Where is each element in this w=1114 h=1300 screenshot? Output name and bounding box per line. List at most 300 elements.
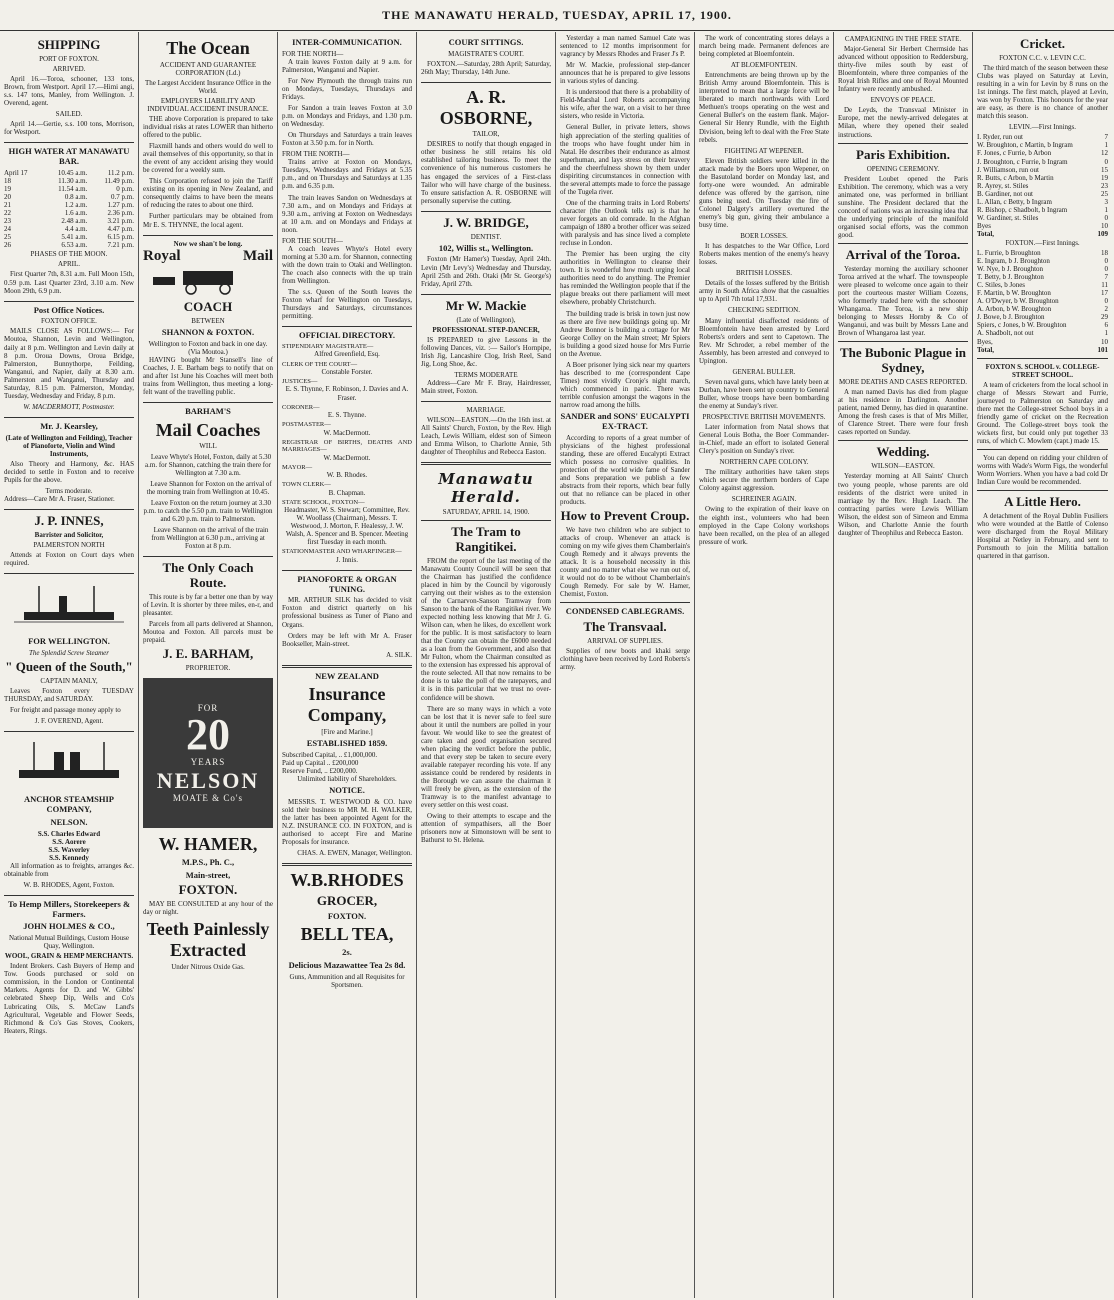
table-cell: 18 [1101, 249, 1108, 258]
nz-t3: [Fire and Marine.] [321, 727, 373, 736]
cape-title: NORTHERN CAPE COLONY. [719, 458, 809, 467]
table-cell: R. Bishop, c Shadbolt, b Ingram [977, 205, 1068, 214]
court-section [421, 38, 551, 76]
war-p1: The work of concentrating stores delays a march being made. Permanent defences are being completed at Bloemfontein. [699, 34, 829, 59]
fight-title: FIGHTING AT WEPENER. [724, 146, 804, 155]
wellington-captain: CAPTAIN MANLY, [40, 676, 98, 685]
table-row [977, 265, 1108, 273]
anchor-ship-1: S.S. Aorere [52, 837, 86, 846]
shipping-section [4, 38, 134, 136]
inter-p4: On Thursdays and Saturdays a train leaves Foxton at 3.50 p.m. for in North. [282, 131, 412, 148]
nelson-tag: MOATE & Co's [172, 792, 244, 803]
barham-p1: Leave Whyte's Hotel, Foxton, daily at 5.30 a.m. for Shannon, catching the train there for Wellington at 7.30 a.m. [145, 452, 272, 477]
directory-office: CORONER— [282, 403, 320, 411]
holmes-wool: WOOL, GRAIN & HEMP MERCHANTS. [4, 952, 134, 961]
table-row [977, 281, 1108, 289]
table-row [4, 241, 134, 249]
table-cell: 19 [1101, 173, 1108, 182]
piano-p1: MR. ARTHUR SILK has decided to visit Foxton and district quarterly on his professional business as Tuner of Piano and Organs. [282, 596, 412, 629]
table-cell: 0 [1104, 257, 1108, 266]
sailed-label: SAILED. [55, 110, 83, 119]
table-cell: 6.15 p.m. [107, 233, 134, 242]
divider [421, 520, 551, 521]
table-row [977, 297, 1108, 305]
anchor-section [4, 736, 134, 889]
schreiner-title: SCHREINER AGAIN. [731, 495, 797, 504]
sander-text: According to reports of a great number of physicians of the highest professional standing, these are offered Eucalypti Extract which possess no corrosive qualities. In protection of the world wide fame of Sander and Sons preparation we publish a few abstracts from their reports, which bear fully out that no reliance can be placed in other products. [560, 433, 690, 506]
table-row [977, 273, 1108, 281]
fight-text: Eleven British soldiers were killed in the attack made by the Boers upon Wepener, on the Basutoland border on Monday last, and forty-one were wounded. An admirable defence was offered by the garrison, nine guns being used. On Tuesday the fire of Colonel Dalgety's artillery overtured the enemy's big gun, giving their ambulance a busy time. [699, 156, 829, 230]
piano-section [282, 575, 412, 659]
tides-section [4, 147, 134, 294]
shipping-title: SHIPPING [37, 37, 101, 52]
divider [4, 142, 134, 143]
column-1 [0, 32, 139, 1298]
directory-office: STATE SCHOOL, FOXTON— [282, 498, 365, 506]
table-cell: 23 [4, 217, 11, 226]
directory-holder: W. MacDermott. [323, 428, 371, 437]
table-cell: 29 [1101, 313, 1108, 322]
divider [4, 895, 134, 896]
wedding-title: Wedding. [876, 444, 930, 460]
sailed-text: April 14.—Gertie, s.s. 100 tons, Morrison, for Westport. [4, 120, 134, 137]
divider [143, 235, 273, 236]
news-p5: One of the charming traits in Lord Roberts' character (the Outlook tells us) is that he never forgets an old comrade. In the Afghan campaign of 1880 a brother officer was seized with paralysis and has since lived a complete recluse in London. [560, 198, 690, 248]
envoy-text: De Leyds, the Transvaal Minister in Europe, met the newly-arrived delegates at Milan, where they opened their sealed instructions. [838, 106, 968, 139]
divider [838, 440, 968, 441]
divider [421, 401, 551, 402]
table-row [4, 225, 134, 233]
marriage-text: WILSON—EASTON.—On the 16th inst. at All Saints' Church, Foxton, by the Rev. High Leach, Lewis William, eldest son of Simeon and Emma Wilson, to Charlotte Annie, 5th daughter of Theophilus and Rebecca Easton. [421, 416, 551, 457]
rhodes-tea: BELL TEA, [300, 924, 394, 945]
divider [421, 82, 551, 83]
table-row [977, 329, 1108, 337]
table-cell: 4.47 p.m. [107, 225, 134, 234]
table-cell: E. Ingram, b J. Broughton [977, 257, 1050, 266]
toroa-title: Arrival of the Toroa. [845, 246, 961, 262]
coach-illustration [143, 265, 273, 295]
camp-title: CAMPAIGNING IN THE FREE STATE. [844, 35, 962, 43]
table-row [977, 141, 1108, 149]
steamship-illustration [4, 740, 134, 786]
british-text: Details of the losses suffered by the British army in South Africa show that the casualties up to April 7th total 17,931. [699, 279, 829, 304]
divider [143, 556, 273, 557]
table-row [4, 193, 134, 201]
kearsley-addr: Address—Care Mr A. Fraser, Stationer. [4, 494, 115, 503]
anchor-place: NELSON. [50, 816, 88, 827]
nz-t2: Insurance Company, [307, 684, 387, 726]
directory-holder: E. S. Thynne, F. Robinson, J. Davies and A. Fraser. [285, 385, 409, 402]
proprietor-name: J. E. BARHAM, [162, 646, 254, 662]
table-cell: 11.2 p.m. [107, 168, 134, 177]
paris-sub: OPENING CEREMONY. [866, 164, 940, 173]
wellington-ship: " Queen of the South," [5, 659, 133, 674]
hamer-town: FOXTON. [178, 882, 238, 898]
column-3 [278, 32, 417, 1298]
anchor-ship-2: S.S. Waverley [48, 845, 90, 854]
tram-p2: There are so many ways in which a vote can be lost that it is never safe to feel sure about it until the numbers are polled in your favour. We would like to see the greatest of care taken and good organisation secured when placing the verdict before the public, and that every step be taken to secure every available ratepayer recording his vote. If any assistance could be rendered by residents in the Borough we can assure the chairman it will freely be given, as the extension of the Tramway is to the manifest advantage to every settler on this west coast. [421, 704, 551, 810]
divider [977, 449, 1108, 450]
table-cell: 2.36 p.m. [107, 209, 134, 218]
table-cell: 109 [1097, 229, 1108, 238]
nz-notice: NOTICE. [329, 784, 365, 795]
osborne-role: TAILOR, [472, 130, 500, 139]
table-row [977, 149, 1108, 157]
hamer-under: Under Nitrous Oxide Gas. [171, 962, 245, 971]
table-cell: Byes [977, 221, 991, 230]
school-title: FOXTON S. SCHOOL v. COLLEGE-STREET SCHOOL. [985, 362, 1100, 379]
official-title: OFFICIAL DIRECTORY. [298, 330, 396, 341]
ocean-emp: EMPLOYERS LIABILITY AND INDIVIDUAL ACCIDENT INSURANCE. [147, 96, 269, 113]
table-cell: A. Shadbolt, not out [977, 329, 1034, 338]
news-p7: The building trade is brisk in town just now as there are five new buildings going up. Mr Andrew Bonnor is building a cottage for Mr George Colley on the Main street; Mr Spiers is building a good sized house for Mrs Furrie on the Avenue. [560, 309, 690, 358]
divider [282, 665, 412, 668]
barham-will: WILL [199, 442, 217, 451]
table-cell: 24 [4, 225, 11, 234]
table-cell: Byes, [977, 337, 993, 346]
holmes-name: JOHN HOLMES & CO., [23, 921, 115, 932]
inter-p8: The s.s. Queen of the South leaves the Foxton wharf for Wellington on Tuesdays, Thursdays and Saturdays, circumstances permitting. [282, 288, 412, 321]
table-row [4, 185, 134, 193]
losses-text: It has despatches to the War Office, Lord Roberts makes mention of the enemy's heavy losses. [699, 242, 829, 267]
rhodes-guns: Guns, Ammunition and all Requisites for Sportsmen. [289, 972, 405, 989]
cape-text: The military authorities have taken steps which secure the northern borders of Cape Colony against aggression. [699, 468, 829, 493]
arrived-text: April 16.—Toroa, schooner, 133 tons, Brown, from Westport. April 17.—Himi angi, s.s. 147 tons, Manley, from Wellington. J. Overend, agent. [4, 75, 134, 108]
innes-section [4, 514, 134, 567]
table-cell: 11.54 a.m. [58, 184, 88, 193]
innes-sub: Barrister and Solicitor, [34, 530, 104, 539]
croup-title: How to Prevent Croup. [560, 508, 690, 524]
hamer-deg: M.P.S., Ph. C., [181, 856, 235, 867]
wellington-agent: J. F. OVEREND, Agent. [34, 717, 104, 726]
table-row [4, 177, 134, 185]
divider [4, 301, 134, 302]
table-cell: I. Ryder, run out [977, 133, 1023, 142]
barham-title: BARHAM'S [185, 406, 231, 416]
wellington-freight: For freight and passage money apply to [10, 706, 121, 715]
table-cell: 26 [4, 241, 11, 250]
inter-south: FOR THE SOUTH— [282, 236, 343, 245]
only-p1: This route is by far a better one than by way of Levin. It is shorter by three miles, en-r, and pleasanter. [143, 592, 273, 617]
foxton-total-row [977, 346, 1108, 354]
school-text: A team of cricketers from the local school in charge of Messrs Stewart and Furrie, journeyed to Palmerston on Saturday and there met the College-street School boys in a friendly game of cricket on the Recreation Ground. The College-street boys took the wickets first, but could only put together 33 runs, of which C. Mowlem (capt.) made 15. [977, 380, 1108, 446]
bloem-text: Entrenchments are being thrown up by the British Army around Bloemfontein. This is interpreted to mean that a large force will be liberated to march northwards with Lord Methuen's troops operating on the west and General Buller's on the eastern flank. Major-General Sir Henry Rundle, with the Eighth Division, being left to deal with the Free State rebels. [699, 71, 829, 144]
table-cell: Total, [977, 229, 995, 238]
directory-holder: Alfred Greenfield, Esq. [314, 350, 380, 359]
coach-section [143, 240, 273, 396]
bridge-text: Foxton (Mr Hamer's) Tuesday, April 24th. Levin (Mr Levy's) Wednesday and Thursday, April 25th and 26th. Otaki (Mr St. George's) Friday, April 27th. [421, 255, 551, 288]
table-cell: J. Williamson, run out [977, 165, 1040, 174]
column-6 [695, 32, 834, 1298]
table-cell: 10 [1101, 221, 1108, 230]
table-row [977, 174, 1108, 182]
croup-text: We have two children who are subject to attacks of croup. Whenever an attack is coming on my wife gives them Chamberlain's Cough Remedy and it always prevents the attack. It is a household necessity in this county and no matter what else we run out of, it would not do to be without Chamberlain's Cough Remedy. For sale by W. Hamer, Chemist, Foxton. [560, 525, 690, 599]
kearsley-section [4, 422, 134, 503]
table-cell: 3.21 p.m. [107, 217, 134, 226]
column-7 [834, 32, 973, 1298]
cricket-title: Cricket. [1019, 36, 1066, 51]
kearsley-text: Also Theory and Harmony, &c. HAS decided to settle in Foxton and to receive Pupils for the above. [4, 459, 134, 484]
hamer-teeth: Teeth Painlessly Extracted [146, 919, 270, 961]
directory-office: STIPENDIARY MAGISTRATE— [282, 342, 374, 350]
divider [977, 358, 1108, 359]
osborne-text: DESIRES to notify that though engaged in other business he still retains his old established tailoring business. To meet the convenience of his numerous customers he has engaged the services of a First-class Tailor who will have charge of the business. To ensure satisfaction A. R. OSBORNE will personally supervise the cutting. [421, 140, 551, 205]
mackie-role: PROFESSIONAL STEP-DANCER, [432, 325, 540, 334]
anchor-agent: W. B. RHODES, Agent, Foxton. [23, 880, 115, 889]
inter-p3: For Sandon a train leaves Foxton at 3.0 p.m. on Mondays and Fridays, and 1.30 p.m. on Wednesday. [282, 104, 412, 129]
table-cell: 7 [1104, 133, 1108, 142]
moon-sub: APRIL. [58, 260, 80, 269]
toroa-text: Yesterday morning the auxiliary schooner Toroa arrived at the wharf. The townspeople were pleased to welcome once again to their port the courteous master William Cozens, who formerly traded here with the schooner Whangaroa. The Toroa, is a new ship belonging to Messrs Hornby & Co of Wanganui, and was built by Messrs Lane and Brown of Whangaroa last year. [838, 264, 968, 338]
prosp-text: Later information from Natal shows that General Louis Botha, the Boer Commander-in-Chief, made an effort to isolated General Clery's position on Sunday's river. [699, 423, 829, 456]
tides-title: HIGH WATER AT MANAWATU BAR. [8, 146, 130, 167]
table-cell: T. Betty, b J. Broughton [977, 273, 1044, 282]
hamer-st: Main-street, [185, 869, 231, 880]
nelson-for: FOR [197, 702, 219, 713]
inter-p7: A coach leaves Whyte's Hotel every morning at 5.30 a.m. for Shannon, connecting with the down train to Otaki and Wellington. The coach also connects with the up train from Wellington. [282, 244, 412, 285]
ocean-p4: Further particulars may be obtained from Mr E. S. THYNNE, the local agent. [143, 212, 273, 229]
table-row [977, 249, 1108, 257]
column-5 [556, 32, 695, 1298]
coach-p1: HAVING bought Mr Stansell's line of Coaches, J. E. Barham begs to notify that on and after 1st June his Coaches will meet both trains from Wellington, thus meeting a long-felt want of the travelling public. [143, 355, 273, 396]
divider [143, 402, 273, 403]
bridge-name: J. W. BRIDGE, [443, 214, 529, 230]
coach-route: SHANNON & FOXTON. [161, 326, 255, 337]
herald-title: Manawatu Herald. [438, 470, 534, 506]
check-title: CHECKING SEDITION. [728, 306, 800, 315]
barham-section [143, 407, 273, 550]
bridge-role: DENTIST. [470, 232, 502, 241]
table-row [977, 289, 1108, 297]
ocean-p2: Flaxmill hands and others would do well to avail themselves of this opportunity, so that in the event of any accident arising they would be covered for a weekly sum. [143, 142, 273, 175]
ocean-p1: THE above Corporation is prepared to take individual risks at rates LOWER than hitherto offered to the public. [143, 114, 273, 140]
table-cell: J. Bowe, b J. Broughton [977, 313, 1045, 322]
holmes-title: To Hemp Millers, Storekeepers & Farmers. [7, 898, 131, 919]
directory-holder: Headmaster, W. S. Stewart; Committee, Rev. W. Woollass (Chairman), Messrs. T. Westwood, J. Morton, F. Healessy, J. W. Walsh, A. Spencer and B. Spencer. Meeting first Tuesday in each month. [284, 506, 410, 547]
paris-text: President Loubet opened the Paris Exhibition. The ceremony, which was a very animated one, was performed in brilliant sunshine. The President declared that the concord of nations was an increasing idea that the underlying principle of the manifold organised social efforts, was the common good. [838, 174, 968, 239]
table-cell: 0.7 p.m. [111, 193, 134, 202]
table-row [4, 217, 134, 225]
table-cell: 0.8 a.m. [64, 193, 88, 202]
divider [4, 509, 134, 510]
table-cell: 6 [1104, 321, 1108, 330]
wellington-sub: The Splendid Screw Steamer [28, 648, 110, 657]
cricket-sub: FOXTON C.C. v. LEVIN C.C. [999, 53, 1086, 62]
inter-title: INTER-COMMUNICATION. [292, 37, 402, 47]
column-4 [417, 32, 556, 1298]
table-cell: 15 [1101, 165, 1108, 174]
inter-north: FOR THE NORTH— [282, 49, 344, 58]
nelson-ad [143, 678, 273, 828]
osborne-name: A. R. OSBORNE, [439, 86, 533, 128]
bridge-addr: 102, Willis st., Wellington. [438, 242, 534, 253]
foxton-innings-title: FOXTON.—First Innings. [1005, 238, 1080, 247]
divider [838, 341, 968, 342]
prosp-title: PROSPECTIVE BRITISH MOVEMENTS. [702, 413, 826, 422]
inter-section [282, 38, 412, 320]
nz-t1: NEW ZEALAND [315, 670, 379, 681]
ocean-p3: This Corporation refused to join the Tariff existing on its opening in New Zealand, and consequently claims to have been the means of reducing the rates to about one third. [143, 177, 273, 210]
table-row [977, 321, 1108, 329]
table-cell: 21 [4, 201, 11, 210]
innes-text: Attends at Foxton on Court days when required. [4, 551, 134, 568]
mackie-name: Mr W. Mackie [445, 297, 527, 313]
arrival-text: Supplies of new boots and khaki serge clothing have been received by Lord Roberts's army. [560, 647, 690, 672]
table-row [977, 338, 1108, 346]
coach-word: COACH [183, 298, 233, 314]
inter-p5: Trains arrive at Foxton on Mondays, Tuesdays, Wednesdays and Fridays at 5.35 p.m., and on Thursdays and Saturdays at 1.35 p.m. and 6.35 p.m. [282, 158, 412, 191]
wedding-text: Yesterday morning at All Saints' Church two young people, whose parents are old residents of the district were united in marriage by the Rev. Hugh Leach. The contracting parties were Lewis William Wilson, the eldest son of Simeon and Emma Wilson, and Charlotte Annie the fourth daughter of Theophilus and Rebecca Easton. [838, 472, 968, 537]
table-row [977, 214, 1108, 222]
inter-p1: A train leaves Foxton daily at 9 a.m. for Palmerston, Wanganui and Napier. [282, 57, 412, 74]
mackie-text: IS PREPARED to give Lessons in the following Dances, viz. :— Sailor's Hornpipe, Irish Jig, Lancashire Clog, Irish Reel, Sand Jig, Long Shoe, &c. [421, 335, 551, 368]
divider [560, 602, 690, 603]
columns [0, 32, 1114, 1298]
piano-sign: A. SILK. [386, 650, 412, 659]
table-cell: 1 [1104, 205, 1108, 214]
levin-innings-title: LEVIN.—First Innings. [1008, 123, 1077, 132]
column-2 [139, 32, 278, 1298]
nz-unl: Unlimited liability of Shareholders. [297, 774, 397, 783]
shipping-sub: PORT OF FOXTON. [39, 54, 99, 63]
news-p6: The Premier has been urging the city authorities in Wellington to cleanse their town. It is wonderful how much urging local authorities need to do anything. The Premier has reminded the Wellington people that if the plague breaks out there parliament will meet elsewhere, probably Christchurch. [560, 250, 690, 307]
cricket-text: The third match of the season between these Clubs was played on Saturday at Levin, resulting in a win for Levin by 8 runs on the 1st innings. The first match, played at Levin, was won by Foxton. This honours for the year are easy, as there is no chance of another match this season. [977, 63, 1108, 121]
table-cell: April 17 [4, 168, 28, 177]
nelson-logo [143, 678, 273, 828]
innes-place: PALMERSTON NORTH [33, 541, 105, 549]
inter-north2: FROM THE NORTH— [282, 150, 350, 159]
wellington-section [4, 578, 134, 725]
divider [282, 326, 412, 327]
sander-title: SANDER and SONS' EUCALYPTI EX-TRACT. [560, 411, 690, 431]
barham-p4: Leave Shannon on the arrival of the train from Wellington at 6.30 p.m., arriving at Foxton at 8 p.m. [151, 525, 269, 550]
divider [282, 863, 412, 866]
directory-holder: Constable Forster. [321, 367, 373, 376]
arrived-label: ARRIVED. [52, 64, 86, 73]
rhodes-name: W.B.RHODES [290, 869, 404, 890]
court-text: FOXTON.—Saturday, 28th April; Saturday, 26th May; Thursday, 14th June. [421, 59, 551, 76]
inter-p6: The train leaves Sandon on Wednesdays at 7.30 a.m., and on Mondays and Fridays at 9.30 a.m., arriving at Foxton on Wednesdays at 10 a.m. and on Mondays and Fridays at noon. [282, 193, 412, 234]
table-cell: C. Stiles, b Jones [977, 281, 1026, 290]
table-row [977, 182, 1108, 190]
divider [282, 570, 412, 571]
ocean-largest: The Largest Accident Insurance Office in the World. [144, 78, 272, 95]
arrival-title: ARRIVAL OF SUPPLIES. [587, 637, 663, 646]
buller-title: GENERAL BULLER. [732, 367, 796, 376]
divider [421, 462, 551, 465]
wellington-title: FOR WELLINGTON. [28, 636, 110, 647]
levin-scorecard [977, 133, 1108, 238]
table-cell: A. Arbon, b W. Broughton [977, 305, 1052, 314]
table-row [977, 190, 1108, 198]
nz-p1: MESSRS. T. WESTWOOD & CO. have sold their business to MR M. H. WALKER, the latter has been appointed Agent for the N.Z. INSURANCE CO. IN FOXTON, and is authorised to accept Fire and Marine Proposals for insurance. [282, 797, 412, 846]
table-row [4, 169, 134, 177]
table-cell: 2.48 a.m. [61, 217, 88, 226]
directory-office: TOWN CLERK— [282, 481, 331, 489]
rhodes-price: 2s. [342, 947, 352, 958]
wedding-sub: WILSON—EASTON. [871, 462, 935, 471]
news-p3: It is understood that there is a probability of Field-Marshal Lord Roberts accompanying his wife, after the war, on a visit to her three sisters, who reside in Victoria. [560, 88, 690, 121]
table-cell: F. Martin, b W. Broughton [977, 289, 1051, 298]
divider [4, 417, 134, 418]
coach-royal: Royal [143, 247, 181, 264]
levin-total-row [977, 230, 1108, 238]
table-cell: 5.41 a.m. [61, 233, 88, 242]
anchor-title: ANCHOR STEAMSHIP COMPANY, [24, 794, 114, 814]
holmes-sub: National Mutual Buildings, Custom House Quay, Wellington. [9, 934, 129, 951]
marriage-title: MARRIAGE. [466, 406, 506, 414]
barham-p3: Leave Foxton on the return journey at 3.30 p.m. to catch the 5.50 p.m. train to Wellington and 6.20 p.m. train to Palmerston. [143, 498, 273, 523]
hero-title: A Little Hero. [1004, 494, 1081, 510]
divider [838, 243, 968, 244]
piano-title: PIANOFORTE & ORGAN TUNING. [297, 573, 397, 594]
table-cell: 3 [1104, 197, 1108, 206]
bloem-title: AT BLOEMFONTEIN. [730, 61, 798, 70]
table-cell: F. Jones, c Furrie, b Arbon [977, 149, 1052, 158]
only-section [143, 561, 273, 672]
ocean-section [143, 38, 273, 229]
table-row [977, 305, 1108, 313]
nelson-years: YEARS [190, 757, 226, 768]
table-cell: 0 [1104, 265, 1108, 274]
table-row [977, 158, 1108, 166]
nz-est: ESTABLISHED 1859. [306, 737, 388, 748]
directory-holder: W. MacDermott. [323, 453, 371, 462]
divider [4, 573, 134, 574]
table-cell: 1 [1104, 329, 1108, 338]
table-row [977, 222, 1108, 230]
table-cell: 0 [1104, 213, 1108, 222]
table-cell: 0 [1104, 297, 1108, 306]
plague-sub: MORE DEATHS AND CASES REPORTED. [838, 378, 968, 387]
directory-office: REGISTRAR OF BIRTHS, DEATHS AND MARRIAGES— [282, 438, 412, 454]
ocean-sub: ACCIDENT AND GUARANTEE CORPORATION (Ld.) [159, 60, 257, 77]
tram-p1: FROM the report of the last meeting of the Manawatu County Council will be seen that the Chairman has justified the confidence placed in him by the Council by vigorously carrying out their wishes as to the extension of the Carnarvon-Sanson Tramway from Sanson to the bank of the Rangitikei river. We expected nothing less knowing that Mr J. G. Wilson can, when he likes, do excellent work for the public. It is most satisfactory to learn that the County can obtain the £6000 needed as a loan from the Government, and also that Mr Fulton, whom the Chairman consulted as to the extension has expressed his approval of the route selected. All that now remains to be done is to take the poll of the ratepayers, and it is in this particular that we trust no over-confidence will be shown. [421, 556, 551, 702]
tram-p3: Owing to their attempts to escape and the attention of sympathisers, all the Boer prisoners now at Simonstown will be sent to Bathurst to St. Helena. [421, 812, 551, 845]
holmes-text: Indent Brokers. Cash Buyers of Hemp and Tow. Goods purchased or sold on commission, in the London or Continental Markets. Agents for D. and W. Gibbs' celebrated Sheep Dip, Wells and Co's Lubricating Oils, S. McCaw Land's Agricultural, Vegetable and Flower Seeds, Richmond & Co's Gas Stoves, Cookers, Heaters, Rings. [4, 962, 134, 1035]
buller-text: Seven naval guns, which have lately been at Durban, have been sent up country to General Buller, whose troops have been bombarding the enemy at Sunday's river. [699, 377, 829, 410]
nz-sign: CHAS. A. EWEN, Manager, Wellington. [297, 848, 412, 857]
barham-p2: Leave Shannon for Foxton on the arrival of the morning train from Wellington at 10.45. [146, 479, 272, 496]
rhodes-section [282, 870, 412, 989]
anchor-text: All information as to freights, arranges &c. obtainable from [4, 861, 134, 878]
osborne-section [421, 87, 551, 205]
table-cell: W. Nye, b J. Broughton [977, 265, 1044, 274]
table-cell: 1.2 a.m. [64, 201, 88, 210]
table-cell: 0 p.m. [116, 184, 134, 193]
nz-insurance-section [282, 672, 412, 857]
directory-holder: B. Chapman. [328, 488, 366, 497]
cable-title: CONDENSED CABLEGRAMS. [565, 606, 685, 617]
table-cell: 6.53 a.m. [61, 241, 88, 250]
rhodes-town: FOXTON. [327, 910, 367, 921]
hamer-section [143, 834, 273, 971]
holmes-section [4, 900, 134, 1035]
divider [421, 294, 551, 295]
post-text: MAILS CLOSE AS FOLLOWS:— For Moutoa, Shannon, Levin and Wellington, daily at 8 p.m. Wellington and Levin daily at 8 p.m. Oroua Downs, Oroua Bridge, Palmerston, Bunnythorpe, Feilding, Wanganui, and Napier, daily at 8.30 a.m. Palmerston and Wanganui, Thursday and Saturday, 8.15 p.m. Palmerston, Monday, Tuesday, Wednesday and Friday, 8 p.m. [4, 327, 134, 400]
post-title: Post Office Notices. [33, 304, 105, 315]
table-cell: R. Ayrey, st. Stiles [977, 181, 1029, 190]
masthead-title: THE MANAWATU HERALD, TUESDAY, APRIL 17, 1900. [382, 7, 732, 22]
official-section [282, 331, 412, 564]
mackie-addr: Address—Care Mr F. Bray, Hairdresser, Main street, Foxton. [421, 378, 551, 395]
table-cell: W. Gardiner, st. Stiles [977, 213, 1039, 222]
directory-holder: J. Innis. [336, 555, 358, 564]
barham-big: Mail Coaches [155, 419, 261, 440]
kearsley-title: Mr. J. Kearsley, [40, 420, 98, 431]
post-section [4, 306, 134, 411]
coach-via: (Via Moutoa.) [188, 347, 228, 356]
